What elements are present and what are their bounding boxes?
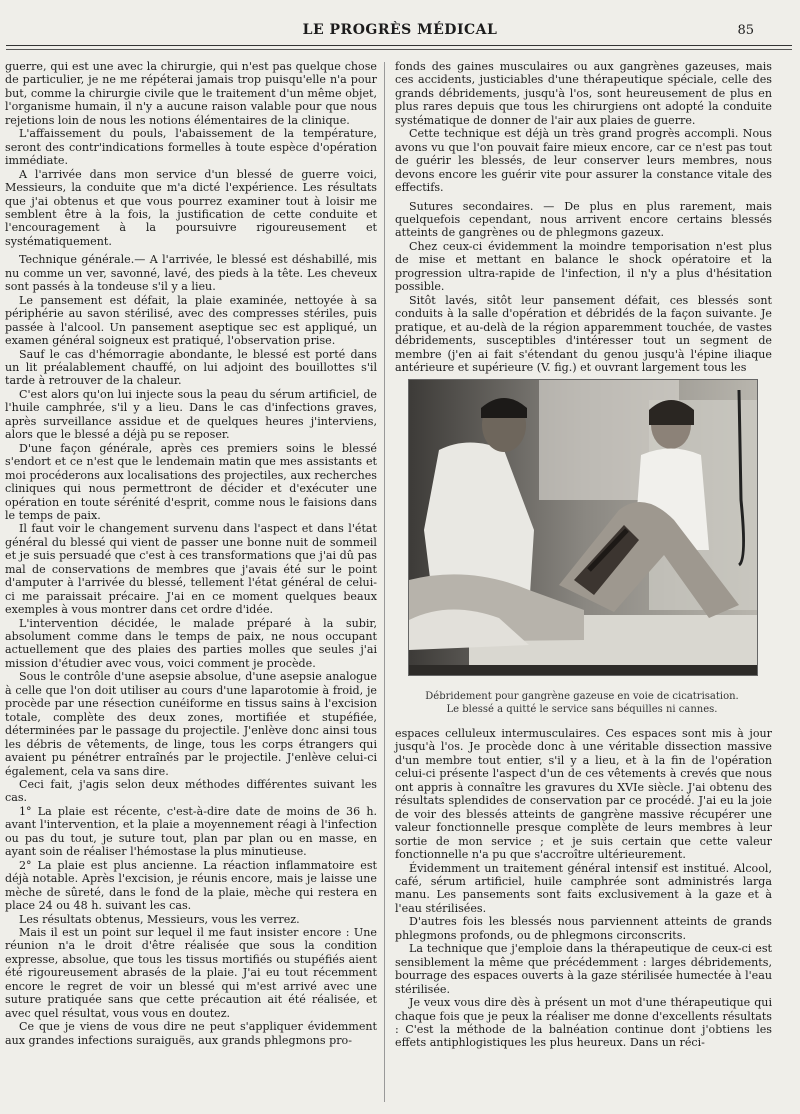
paragraph: L'affaissement du pouls, l'abaissement de la température, seront des contr'indications formelles à toute espèce d'opération immédiate.: [5, 127, 377, 168]
header-rule-thin: [6, 49, 792, 50]
paragraph: espaces celluleux intermusculaires. Ces espaces sont mis à jour jusqu'à l'os. Je procède donc à une véritable dissection massive d'un membre tout entier, s'il y a lieu, et à la fin de l'opération celui-ci présente l'aspect d'un de ces vêtements à crevés que nous ont appris à connaître les gravures du XVIe siècle. J'ai obtenu des résultats splendides de conservation par ce procédé. J'ai eu la joie de voir des blessés atteints de gangrène massive récupérer une valeur fonctionnelle presque complète de leurs membres à leur sortie de mon service ; et je suis certain que cette valeur fonctionnelle n'a pu que s'accroître ultérieurement.: [395, 727, 772, 862]
paragraph: D'une façon générale, après ces premiers soins le blessé s'endort et ce n'est que le lendemain matin que mes assistants et moi procéderons aux localisations des projectiles, aux recherches cliniques qui nous permettront de décider et d'exécuter une opération en toute sérénité d'esprit, comme nous le faisions dans le temps de paix.: [5, 441, 377, 522]
paragraph: L'intervention décidée, le malade préparé à la subir, absolument comme dans le temps de paix, ne nous occupant actuellement que des plaies des parties molles que seules j'ai mission d'étudier avec vous, voici comment je procède.: [5, 616, 377, 670]
paragraph: Sitôt lavés, sitôt leur pansement défait, ces blessés sont conduits à la salle d'opération et débridés de la façon suivante. Je pratique, et au-delà de la région apparemment touchée, de vastes débridements, susceptibles d'intéresser tout un segment de membre (j'en ai fait s'étendant du genou jusqu'à l'épine iliaque antérieure et supérieure (V. fig.) et ouvrant largement tous les: [395, 293, 772, 374]
paragraph: Ce que je viens de vous dire ne peut s'appliquer évidemment aux grandes infections suraiguës, aux grands phlegmons pro-: [5, 1020, 377, 1047]
paragraph: 1° La plaie est récente, c'est-à-dire date de moins de 36 h. avant l'intervention, et la plaie a moyennement réagi à l'infection ou pas du tout, je suture tout, plan par plan ou en masse, en ayant soin de réaliser l'hémostase la plus minutieuse.: [5, 804, 377, 859]
section-sutures-secondaires: Sutures secondaires. — De plus en plus rarement, mais quelquefois cependant, nous arrivent encore certains blessés atteints de gangrènes ou de phlegmons gazeux.: [395, 199, 772, 240]
paragraph: Cette technique est déjà un très grand progrès accompli. Nous avons vu que l'on pouvait faire mieux encore, car ce n'est pas tout de guérir les blessés, de leur conserver leurs membres, nous devons encore les guérir vite pour assurer la constance vitale des effectifs.: [395, 127, 772, 195]
paragraph: Sauf le cas d'hémorragie abondante, le blessé est porté dans un lit préalablement chauffé, on lui adjoint des bouillottes s'il tarde à retrouver de la chaleur.: [5, 347, 377, 388]
paragraph: 2° La plaie est plus ancienne. La réaction inflammatoire est déjà notable. Après l'excision, je réunis encore, mais je laisse une mèche de sûreté, dans le fond de la plaie, mèche qui restera en place 24 ou 48 h. suivant les cas.: [5, 858, 377, 913]
paragraph: C'est alors qu'on lui injecte sous la peau du sérum artificiel, de l'huile camphrée, s'il y a lieu. Dans le cas d'infections graves, après surveillance assidue et de quelques heures j'interviens, alors que le blessé a déjà pu se reposer.: [5, 387, 377, 442]
paragraph: guerre, qui est une avec la chirurgie, qui n'est pas quelque chose de particulier, je ne me répéterai jamais trop puisqu'elle n'a pour but, comme la chirurgie civile que le traitement d'un même objet, l'organisme humain, il n'y a aucune raison valable pour que nous rejetions loin de nous les notions élémentaires de la clinique.: [5, 60, 377, 127]
paragraph: Chez ceux-ci évidemment la moindre temporisation n'est plus de mise et mettant en balance le shock opératoire et la progression ultra-rapide de l'infection, il n'y a plus d'hésitation possible.: [395, 239, 772, 294]
paragraph: Sous le contrôle d'une asepsie absolue, d'une asepsie analogue à celle que l'on doit utiliser au cours d'une laparotomie à froid, je procède par une résection cunéiforme en tissus sains à l'excision totale, complète des deux zones, mortifiée et stupéfiée, déterminées par le passage du projectile. J'enlève donc ainsi tous les débris de vêtements, de linge, tous les corps étrangers qui avaient pu pénétrer entraînés par le projectile. J'enlève celui-ci également, cela va sans dire.: [5, 670, 377, 778]
paragraph: fonds des gaines musculaires ou aux gangrènes gazeuses, mais ces accidents, justiciables d'une thérapeutique spéciale, celle des grands débridements, jusqu'à l'os, sont heureusement de plus en plus rares depuis que tous les chirurgiens ont adopté la conduite systématique de donner de l'air aux plaies de guerre.: [395, 60, 772, 127]
page-header: [0, 20, 800, 40]
figure-photograph: [408, 379, 758, 676]
journal-title: LE PROGRÈS MÉDICAL: [302, 22, 498, 38]
paragraph: Je veux vous dire dès à présent un mot d'une thérapeutique qui chaque fois que je peux la réaliser me donne d'excellents résultats : C'est la méthode de la balnéation continue dont j'obtiens les effets antiphlogistiques les plus heureux. Dans un réci-: [395, 996, 772, 1050]
paragraph: La technique que j'emploie dans la thérapeutique de ceux-ci est sensiblement la même que précédemment : larges débridements, bourrage des espaces ouverts à la gaze stérilisée humectée à l'eau stérilisée.: [395, 942, 772, 996]
paragraph: A l'arrivée dans mon service d'un blessé de guerre voici, Messieurs, la conduite que m'a dicté l'expérience. Les résultats que j'ai obtenus et que vous pourrez examiner tout à loisir me semblent être à la fois, la justification de cette conduite et l'encouragement à la poursuivre rigoureusement et systématiquement.: [5, 167, 377, 248]
header-rule: [6, 45, 792, 46]
paragraph: Les résultats obtenus, Messieurs, vous les verrez.: [19, 912, 300, 926]
paragraph: Évidemment un traitement général intensif est institué. Alcool, café, sérum artificiel, huile camphrée sont administrés larga manu. Les pansements sont faits exclusivement à la gaze et à l'eau stérilisées.: [395, 861, 772, 915]
photo-illustration: [409, 380, 758, 676]
figure-caption-line2: Le blessé a quitté le service sans béquilles ni cannes.: [446, 704, 718, 715]
paragraph: Ceci fait, j'agis selon deux méthodes différentes suivant les cas.: [5, 778, 377, 805]
paragraph: Il faut voir le changement survenu dans l'aspect et dans l'état général du blessé qui vient de passer une bonne nuit de sommeil et je suis persuadé que c'est à ces transformations que j'ai dû pas mal de conservations de membres que j'avais été sur le point d'amputer à l'arrivée du blessé, tellement l'état général de celui-ci me paraissait précaire. J'ai en ce moment quelques beaux exemples à vous montrer dans cet ordre d'idée.: [5, 522, 377, 617]
figure-caption-line1: Débridement pour gangrène gazeuse en voie de cicatrisation.: [425, 691, 739, 702]
page-number: 85: [737, 23, 754, 38]
paragraph: D'autres fois les blessés nous parviennent atteints de grands phlegmons profonds, ou de phlegmons circonscrits.: [395, 915, 772, 942]
right-column-top: [395, 60, 772, 374]
paragraph: Le pansement est défait, la plaie examinée, nettoyée à sa périphérie au savon stérilisé, avec des compresses stériles, puis passée à l'alcool. Un pansement aseptique sec est appliqué, un examen général soigneux est pratiqué, l'observation prise.: [5, 293, 377, 348]
right-column-bottom: [395, 727, 772, 1050]
paragraph: Mais il est un point sur lequel il me faut insister encore : Une réunion n'a le droit d'être réalisée que sous la condition expresse, absolue, que tous les tissus mortifiés ou stupéfiés aient été rigoureusement abrasés de la plaie. J'ai eu tout récemment encore le regret de voir un blessé qui m'est arrivé avec une suture pratiquée sans que cette précaution ait été réalisée, et avec quel résultat, vous vous en doutez.: [5, 926, 377, 1020]
section-technique-generale: Technique générale.— A l'arrivée, le blessé est déshabillé, mis nu comme un ver, savonné, lavé, des pieds à la tête. Les cheveux sont passés à la tondeuse s'il y a lieu.: [5, 253, 377, 294]
left-column: [5, 60, 377, 1047]
column-divider: [384, 62, 385, 1102]
